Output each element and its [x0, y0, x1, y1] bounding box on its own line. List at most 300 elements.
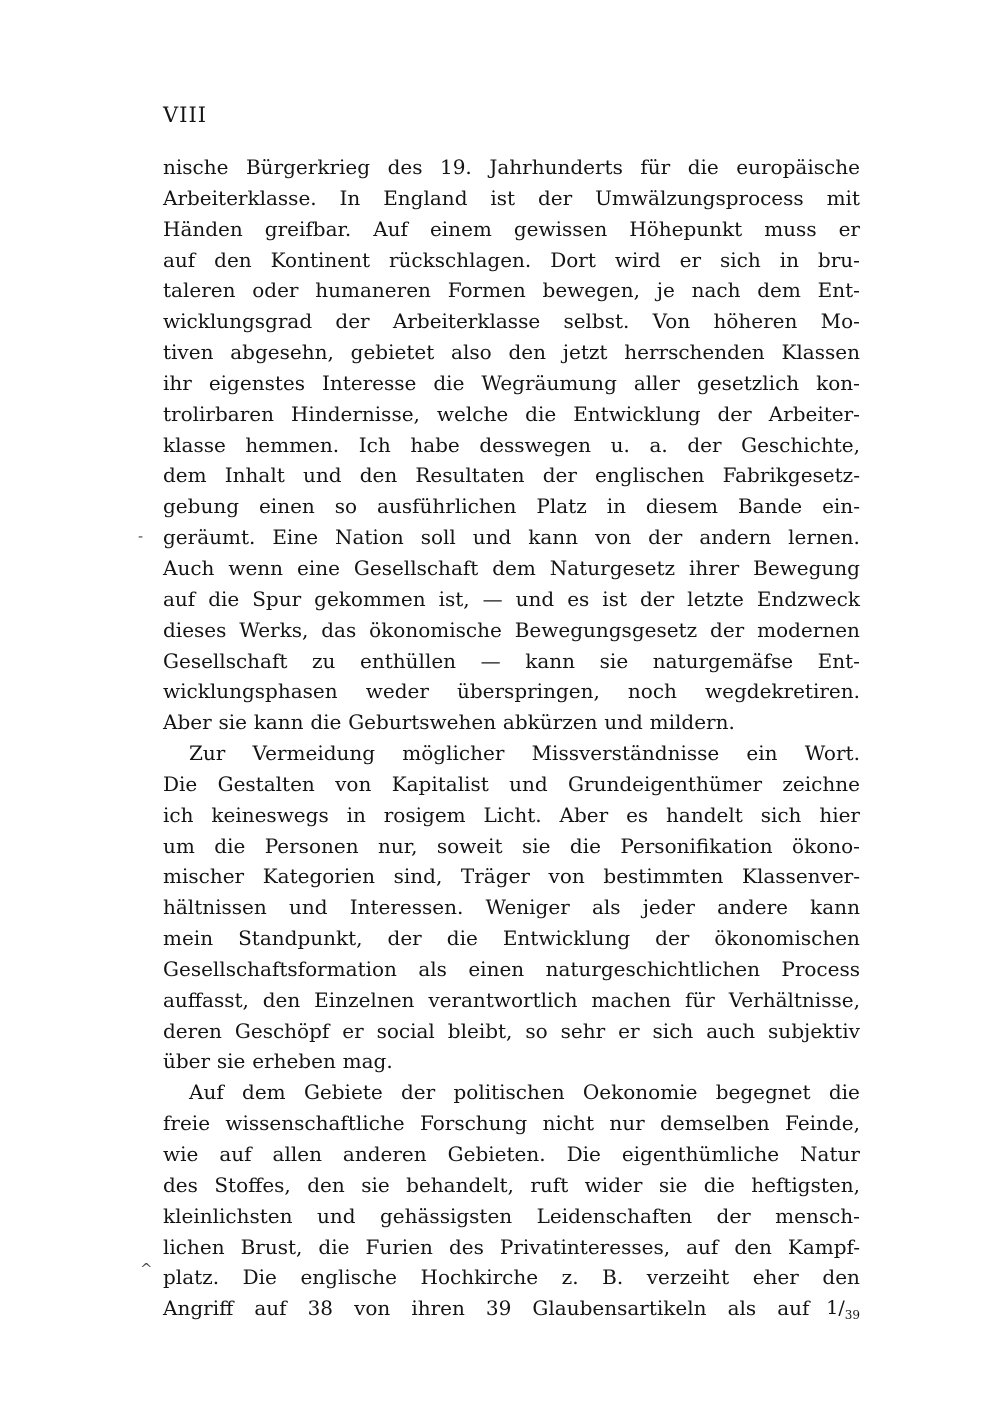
word: möglicher [402, 741, 505, 766]
word: Werks, [239, 617, 309, 642]
word: Geschöpf [234, 1018, 330, 1043]
word: Zur [189, 741, 226, 766]
word: des [163, 1172, 198, 1197]
word: von [595, 525, 632, 550]
word: humaneren [315, 278, 431, 303]
word: weder [365, 679, 429, 704]
word: soll [420, 525, 456, 550]
text-line [163, 399, 860, 430]
word: Weniger [485, 895, 570, 920]
word: trolirbaren [163, 401, 274, 426]
word: Klassenver- [742, 864, 860, 889]
word: Händen [163, 216, 243, 241]
word: 39 [485, 1296, 512, 1321]
word: Gebiete [303, 1080, 383, 1105]
word: sie [216, 1049, 246, 1074]
word: den [734, 1234, 772, 1259]
final-line-words [163, 1293, 809, 1324]
word: Ich [358, 432, 391, 457]
word: England [383, 185, 468, 210]
word: Brust, [240, 1234, 303, 1259]
word: Kapitalist [391, 771, 489, 796]
word: Klassen [781, 340, 860, 365]
text-line [163, 368, 860, 399]
word: Forschung [419, 1111, 528, 1136]
word: Aber [163, 710, 212, 735]
word: ihren [411, 1296, 465, 1321]
word: der [710, 617, 745, 642]
word: behandelt, [406, 1172, 514, 1197]
text-line [163, 861, 860, 892]
word: wenn [228, 555, 284, 580]
word: welche [436, 401, 509, 426]
word: ökonomische [369, 617, 502, 642]
word: Mo- [820, 309, 860, 334]
text-line [163, 676, 860, 707]
text-line [163, 831, 860, 862]
word: Die [163, 771, 198, 796]
word: der [648, 525, 683, 550]
word: des [387, 155, 423, 179]
word: Kategorien [262, 864, 375, 889]
word: nische [163, 155, 229, 179]
word: Oekonomie [582, 1080, 698, 1105]
word: auffasst, [163, 987, 249, 1012]
text-line [163, 1016, 860, 1047]
word: jetzt [562, 340, 608, 365]
word: Fabrikgesetz- [722, 463, 860, 488]
word: eher [752, 1265, 799, 1290]
word: auf [163, 586, 196, 611]
word: und [302, 463, 342, 488]
word: zeichne [782, 771, 860, 796]
text-line [163, 985, 860, 1016]
word: platz. [163, 1265, 220, 1290]
word: einem [429, 216, 492, 241]
word: social [376, 1018, 435, 1043]
word: Arbeiterklasse. [163, 185, 317, 210]
word: herrschenden [624, 340, 765, 365]
word: die [828, 1080, 860, 1105]
word: subjektiv [768, 1018, 860, 1043]
word: Angriff [163, 1296, 234, 1321]
body-text [163, 152, 860, 1324]
word: eigenthümliche [621, 1142, 780, 1166]
word: ist [490, 185, 516, 210]
word: jeder [642, 895, 695, 920]
word: keineswegs [211, 802, 329, 827]
word: ökonomischen [714, 926, 860, 951]
word: noch [627, 679, 677, 704]
margin-mark: ^ [140, 1260, 153, 1278]
word: die [703, 1172, 735, 1197]
word: andere [717, 895, 788, 920]
word: ist, [438, 586, 470, 611]
word: Bürgerkrieg [245, 155, 371, 179]
word: abgesehn, [230, 340, 334, 365]
word: der [542, 463, 577, 488]
word: auf [777, 1296, 810, 1321]
word: 38 [307, 1296, 334, 1321]
word: Natur [800, 1142, 860, 1166]
word: in [606, 494, 626, 519]
paragraph [163, 1077, 860, 1293]
word: sehr [560, 1018, 606, 1043]
word: mensch- [775, 1203, 860, 1228]
word: kon- [816, 370, 860, 395]
word: der [717, 401, 752, 426]
word: oder [252, 278, 299, 303]
word: z. [561, 1265, 579, 1290]
word: die [214, 833, 246, 858]
word: mag. [342, 1049, 393, 1074]
word: klasse [163, 432, 226, 457]
word: Entwicklung [502, 926, 631, 951]
word: englischen [595, 463, 705, 488]
word: sie [521, 833, 551, 858]
word: der [400, 1080, 436, 1105]
word: den [359, 463, 398, 488]
word: wider [584, 1172, 643, 1197]
text-line [163, 1170, 860, 1201]
word: mit [826, 185, 860, 210]
word: deren [163, 1018, 222, 1043]
word: dem [242, 1080, 286, 1105]
word: desswegen [479, 432, 591, 457]
word: es [567, 586, 590, 611]
word: und [509, 771, 548, 796]
paragraphs [163, 152, 860, 1293]
word: geräumt. [163, 525, 256, 550]
word: kleinlichsten [163, 1203, 293, 1228]
word: 19. [439, 155, 472, 179]
word: naturgeschichtlichen [545, 956, 760, 981]
word: verzeiht [646, 1265, 730, 1290]
word: B. [602, 1265, 624, 1290]
text-line [163, 923, 860, 954]
word: die [310, 710, 342, 735]
word: hemmen. [245, 432, 340, 457]
final-line [163, 1293, 860, 1324]
text-line [163, 615, 860, 646]
word: Personifikation [620, 833, 773, 858]
word: ökono- [792, 833, 860, 858]
word: selbst. [563, 309, 630, 334]
text-line [163, 491, 860, 522]
fraction-denominator: 39 [844, 1308, 860, 1323]
word: Geschichte, [741, 432, 860, 457]
word: hier [819, 802, 860, 827]
word: also [451, 340, 492, 365]
word: sich [760, 802, 802, 827]
word: Wort. [804, 741, 860, 766]
word: Ent- [817, 648, 860, 673]
word: bru- [817, 247, 860, 272]
word: Licht. [483, 802, 542, 827]
word: Träger [460, 864, 530, 889]
word: europäische [736, 155, 860, 179]
text-line [163, 1262, 860, 1293]
word: ausführlichen [377, 494, 517, 519]
word: Bewegung [753, 555, 860, 580]
word: Geburtswehen [348, 710, 497, 735]
word: er [342, 1018, 364, 1043]
word: Bewegungsgesetz [514, 617, 698, 642]
word: Endzweck [756, 586, 860, 611]
word: nur, [377, 833, 418, 858]
word: auch [706, 1018, 756, 1043]
word: nach [691, 278, 741, 303]
word: als [591, 895, 621, 920]
word: Umwälzungsprocess [595, 185, 804, 210]
word: handelt [666, 802, 743, 827]
word: abkürzen [502, 710, 598, 735]
word: Entwicklung [573, 401, 701, 426]
word: Kontinent [270, 247, 371, 272]
margin-mark: - [138, 527, 144, 545]
word: wissenschaftliche [225, 1111, 405, 1136]
word: einen [258, 494, 315, 519]
word: Platz [536, 494, 587, 519]
word: Wegräumung [481, 370, 617, 395]
word: über [163, 1049, 211, 1074]
word: Dort [550, 247, 596, 272]
word: so [525, 1018, 548, 1043]
word: von [354, 1296, 391, 1321]
word: als [418, 956, 447, 981]
word: für [684, 987, 715, 1012]
word: demselben [660, 1111, 770, 1136]
text-line [163, 245, 860, 276]
word: Gestalten [217, 771, 315, 796]
word: Furien [365, 1234, 433, 1259]
word: kann [810, 895, 860, 920]
word: greifbar. [264, 216, 352, 241]
word: anderen [342, 1142, 427, 1166]
word: ein [746, 741, 778, 766]
word: in [346, 802, 366, 827]
word: um [163, 833, 195, 858]
word: kann [525, 648, 576, 673]
word: Grundeigenthümer [568, 771, 763, 796]
word: Einzelnen [314, 987, 415, 1012]
word: aller [633, 370, 680, 395]
text-line [163, 1139, 860, 1170]
text-line [163, 1201, 860, 1232]
text-line [163, 707, 860, 738]
word: Nation [334, 525, 404, 550]
word: sie [218, 710, 247, 735]
word: ein- [822, 494, 860, 519]
word: auf [219, 1142, 252, 1166]
word: Gesellschaft [353, 555, 479, 580]
word: Resultaten [415, 463, 525, 488]
word: muss [764, 216, 817, 241]
word: mein [163, 926, 214, 951]
word: der [655, 926, 690, 951]
word: es [626, 802, 649, 827]
word: gekommen [314, 586, 426, 611]
text-line [163, 152, 860, 183]
word: den [822, 1265, 860, 1290]
word: die [318, 1234, 350, 1259]
fraction-slash: / [838, 1297, 845, 1320]
word: er [838, 216, 860, 241]
word: lichen [163, 1234, 225, 1259]
paragraph [163, 152, 860, 738]
word: der [335, 309, 370, 334]
page-number: VIII [163, 103, 208, 127]
word: kann [528, 525, 579, 550]
word: zu [312, 648, 336, 673]
word: dem [757, 278, 801, 303]
text-line [163, 214, 860, 245]
word: wird [614, 247, 661, 272]
word: Auf [189, 1080, 224, 1105]
word: diesem [645, 494, 719, 519]
text-line [163, 460, 860, 491]
word: Aber [559, 802, 609, 827]
text-line [163, 430, 860, 461]
text-line [163, 954, 860, 985]
word: die [446, 926, 478, 951]
word: der [387, 926, 422, 951]
word: wie [163, 1142, 199, 1166]
word: allen [272, 1142, 322, 1166]
word: von [335, 771, 372, 796]
word: als [727, 1296, 757, 1321]
word: sie [599, 648, 629, 673]
word: gehässigsten [379, 1203, 513, 1228]
word: die [208, 586, 240, 611]
word: letzte [687, 586, 744, 611]
word: Naturgesetz [549, 555, 676, 580]
word: die [569, 833, 601, 858]
word: sich [720, 247, 761, 272]
word: soweit [436, 833, 503, 858]
word: gesetzlich [696, 370, 800, 395]
word: Ent- [817, 278, 860, 303]
word: Auf [373, 216, 408, 241]
word: gewissen [513, 216, 608, 241]
text-line [163, 738, 860, 769]
word: enthüllen [360, 648, 457, 673]
word: Von [652, 309, 691, 334]
word: gebung [163, 494, 240, 519]
word: eine [297, 555, 340, 580]
word: bestimmten [603, 864, 724, 889]
word: den [307, 1172, 345, 1197]
word: und [316, 1203, 356, 1228]
word: gebietet [350, 340, 435, 365]
word: Interessen. [349, 895, 464, 920]
word: Arbeiter- [768, 401, 860, 426]
word: Jahrhunderts [489, 155, 623, 179]
word: ihrer [688, 555, 740, 580]
word: freie [163, 1111, 211, 1136]
word: und [472, 525, 512, 550]
word: Höhepunkt [629, 216, 743, 241]
text-line [163, 522, 860, 553]
word: Formen [447, 278, 526, 303]
word: Arbeiterklasse [392, 309, 541, 334]
text-line [163, 646, 860, 677]
word: taleren [163, 278, 236, 303]
word: sich [652, 1018, 694, 1043]
word: dieses [163, 617, 227, 642]
word: Verhältnisse, [728, 987, 860, 1012]
word: Vermeidung [252, 741, 376, 766]
word: machen [591, 987, 672, 1012]
word: rückschlagen. [388, 247, 532, 272]
paragraph [163, 738, 860, 1077]
fraction-numerator: 1 [826, 1297, 839, 1320]
word: die [525, 401, 557, 426]
word: das [321, 617, 357, 642]
word: heftigsten, [751, 1172, 860, 1197]
word: sie [361, 1172, 390, 1197]
text-line [163, 584, 860, 615]
word: Leidenschaften [536, 1203, 693, 1228]
word: Inhalt [224, 463, 285, 488]
text-line [163, 337, 860, 368]
word: ihr [163, 370, 192, 395]
word: Feinde, [785, 1111, 860, 1136]
word: des [448, 1234, 484, 1259]
word: erheben [252, 1049, 336, 1074]
word: ist [602, 586, 627, 611]
word: wicklungsgrad [163, 309, 313, 334]
fraction [826, 1293, 860, 1324]
word: verantwortlich [428, 987, 578, 1012]
word: kann [253, 710, 304, 735]
word: für [640, 155, 671, 179]
word: der [537, 185, 573, 210]
text-line [163, 1077, 860, 1108]
text-line [163, 306, 860, 337]
word: Gebieten. [447, 1142, 546, 1166]
word: Gesellschaft [163, 648, 288, 673]
word: naturgemäfse [652, 648, 794, 673]
word: bleibt, [447, 1018, 513, 1043]
text-line [163, 275, 860, 306]
word: er [679, 247, 702, 272]
text-line [163, 892, 860, 923]
word: hältnissen [163, 895, 267, 920]
word: Auch [163, 555, 215, 580]
word: auf [163, 247, 196, 272]
word: Interesse [321, 370, 417, 395]
word: begegnet [715, 1080, 811, 1105]
text-line [163, 1108, 860, 1139]
word: Personen [264, 833, 359, 858]
word: Kampf- [787, 1234, 860, 1259]
word: ich [163, 802, 194, 827]
word: tiven [163, 340, 214, 365]
word: Missverständnisse [531, 741, 720, 766]
word: die [433, 370, 465, 395]
word: dem [492, 555, 536, 580]
word: je [656, 278, 675, 303]
word: Die [566, 1142, 601, 1166]
word: wicklungsphasen [163, 679, 338, 704]
text-line [163, 800, 860, 831]
word: sind, [393, 864, 443, 889]
word: den [508, 340, 546, 365]
word: Privatinteresses, [499, 1234, 671, 1259]
word: in [779, 247, 799, 272]
word: der [639, 586, 675, 611]
